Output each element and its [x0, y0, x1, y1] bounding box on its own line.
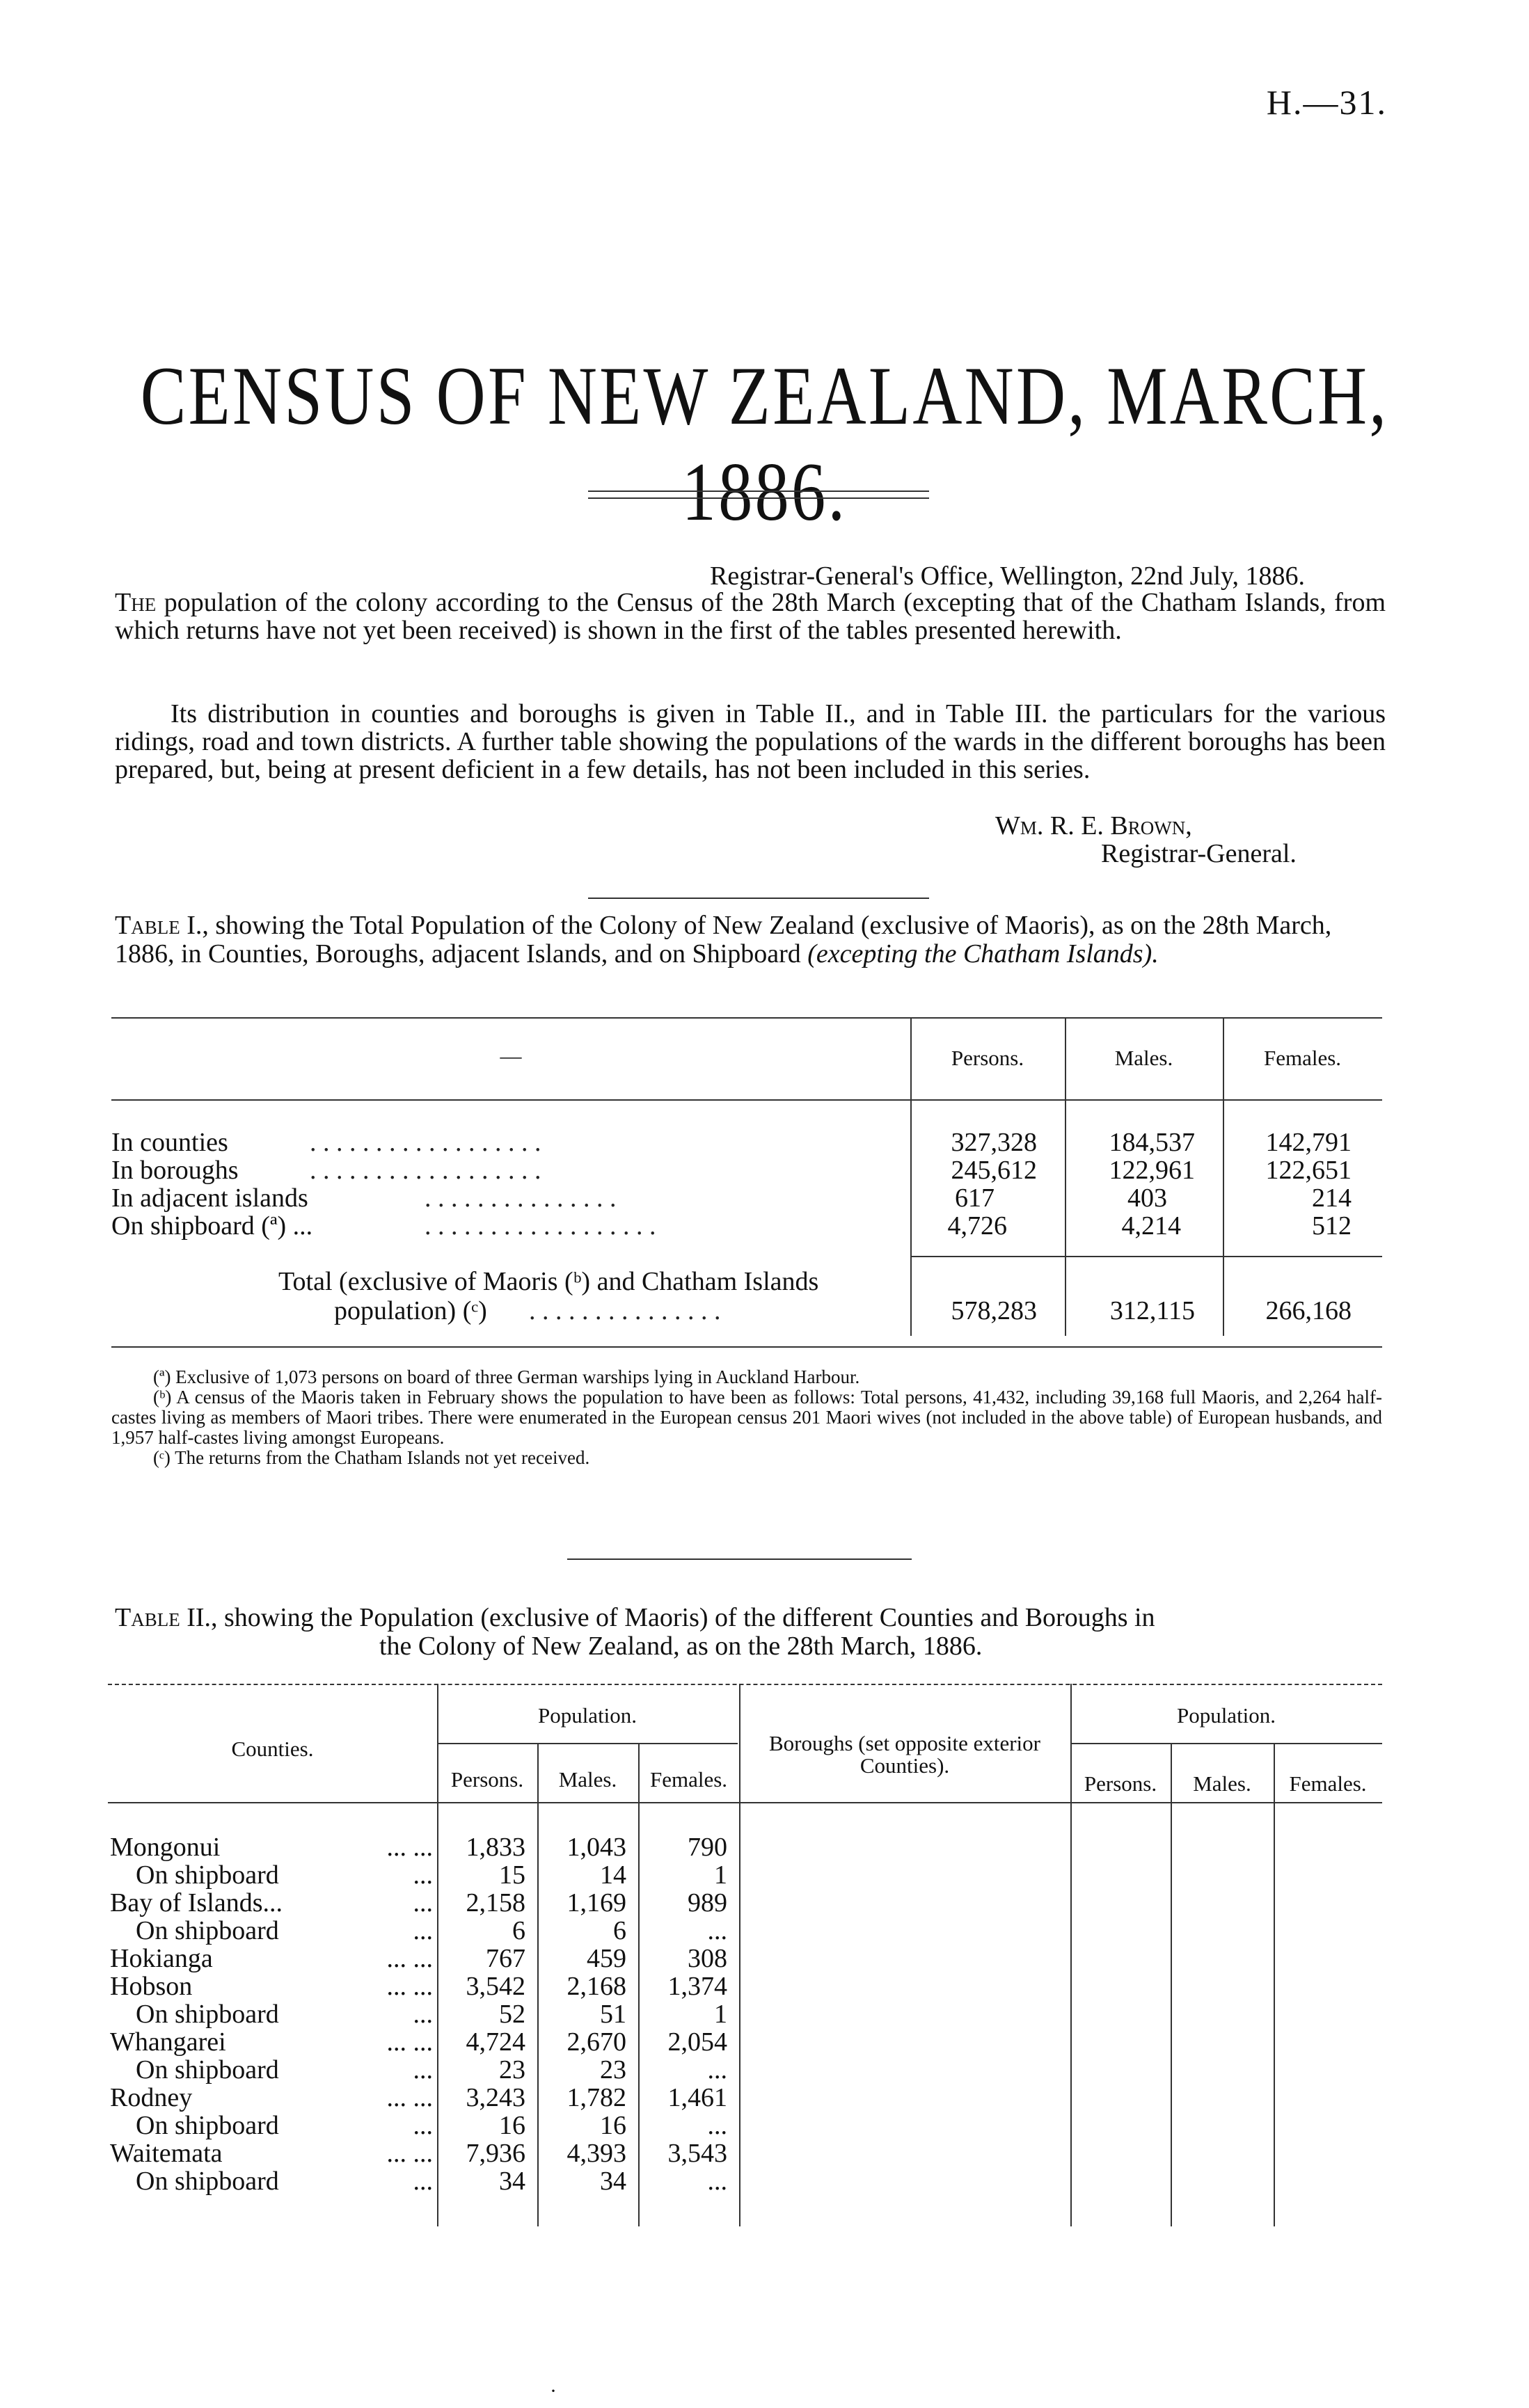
table1-top-rule — [111, 1017, 1382, 1019]
table1-total-persons: 578,283 — [951, 1296, 1037, 1325]
table2-header-population-right: Population. — [1176, 1703, 1276, 1728]
table2-row — [0, 1915, 1529, 1943]
table2-header-males-right: Males. — [1193, 1771, 1251, 1796]
table2-row-females: ... — [707, 1916, 727, 1945]
table2-row-dots: ... ... — [386, 2083, 433, 2112]
table2-row-county: Waitemata — [110, 2139, 223, 2168]
table2-row — [0, 2082, 1529, 2110]
table2-row-county: On shipboard — [136, 1916, 279, 1945]
dateline: Registrar-General's Office, Wellington, 22nd July, 1886. — [710, 561, 1306, 591]
table1-total-label-line2: population) (ᶜ) — [334, 1296, 487, 1325]
title-divider-top — [588, 491, 929, 492]
table2-row-males: 1,169 — [567, 1888, 626, 1917]
table2-row-males: 2,168 — [567, 1972, 626, 2001]
table2-row-persons: 4,724 — [466, 2027, 525, 2057]
table2-row-males: 23 — [600, 2055, 626, 2084]
note-a: (ª) Exclusive of 1,073 persons on board of three German warships lying in Auckland Harbour. — [153, 1366, 860, 1387]
table1-row-persons: 327,328 — [951, 1128, 1037, 1157]
table2-row — [0, 1860, 1529, 1888]
table1-row-label: On shipboard (ª) ... — [111, 1211, 313, 1241]
table2-header-females-right: Females. — [1289, 1771, 1367, 1796]
table2-row-persons: 767 — [486, 1944, 525, 1973]
table1-row-males: 122,961 — [1109, 1156, 1195, 1185]
table1-row-females: 214 — [1312, 1183, 1352, 1213]
table1-bottom-rule — [111, 1346, 1382, 1348]
table2-row-persons: 3,243 — [466, 2083, 525, 2112]
table2-row — [0, 2110, 1529, 2138]
table2-row-county: On shipboard — [136, 2111, 279, 2140]
intro-text: population of the colony according to the Census of the 28th March (excepting that of the Chatham Islands, from which returns have not yet been received) is shown in the first of the tables presented herewith. — [115, 588, 1386, 645]
signature-title: Registrar-General. — [1101, 839, 1297, 868]
table2-row-dots: ... — [413, 1916, 433, 1945]
table1-caption-text: , showing the Total Population of the Colony of New Zealand (exclusive of Maoris), as on the 28th March, 1886, in Counties, Boroughs, adjacent Islands, and on Shipboard — [115, 911, 1332, 968]
table1-header-females: Females. — [1263, 1046, 1342, 1070]
table2-row-females: 3,543 — [667, 2139, 727, 2168]
table2-row — [0, 2027, 1529, 2055]
table2-row-females: ... — [707, 2055, 727, 2084]
table1-notes — [111, 1367, 1382, 1468]
table1-header-persons: Persons. — [951, 1046, 1024, 1070]
table2-row — [0, 1971, 1529, 1999]
intro-lead-word: The — [115, 588, 157, 617]
table2-row-males: 14 — [600, 1860, 626, 1890]
table1-caption-lead: Table I. — [115, 911, 203, 940]
table1-row-males: 184,537 — [1109, 1128, 1195, 1157]
table2-row-dots: ... — [413, 2167, 433, 2196]
table2-row — [0, 1888, 1529, 1915]
table1-row-females: 512 — [1312, 1211, 1352, 1241]
table2-row-persons: 2,158 — [466, 1888, 525, 1917]
table2-row — [0, 1832, 1529, 1860]
table1-total-females: 266,168 — [1265, 1296, 1352, 1325]
table2-population-rule-right — [1072, 1743, 1382, 1744]
table1-total-males: 312,115 — [1109, 1296, 1195, 1325]
table1-header-rule — [111, 1099, 1382, 1101]
table2-header-persons: Persons. — [450, 1767, 524, 1792]
table1-row-label: In adjacent islands — [111, 1183, 308, 1213]
note-c: (ᶜ) The returns from the Chatham Islands not yet received. — [153, 1447, 590, 1468]
section-divider — [588, 898, 929, 899]
table2-header-males: Males. — [558, 1767, 617, 1792]
table1-total-dots: . . . . . . . . . . . . . . . — [529, 1296, 721, 1325]
table2-caption — [115, 1604, 1386, 1661]
table2-row-persons: 52 — [499, 2000, 525, 2029]
table2-row-persons: 23 — [499, 2055, 525, 2084]
table2-row-persons: 3,542 — [466, 1972, 525, 2001]
table2-row-females: 790 — [688, 1833, 727, 1862]
signature-name: Wm. R. E. Brown, — [995, 811, 1192, 840]
table2-row-county: Hokianga — [110, 1944, 213, 1973]
table2-caption-lead: Table II. — [115, 1603, 212, 1632]
table1-total-label-line1: Total (exclusive of Maoris (ᵇ) and Chatham Islands — [278, 1267, 819, 1296]
table2-row-dots: ... ... — [386, 2027, 433, 2057]
table2-row-dots: ... ... — [386, 1833, 433, 1862]
table2-row-females: 2,054 — [667, 2027, 727, 2057]
table1-row-males: 4,214 — [1121, 1211, 1181, 1241]
table2-row-persons: 7,936 — [466, 2139, 525, 2168]
table2-row-dots: ... — [413, 1860, 433, 1890]
table2-row-males: 4,393 — [567, 2139, 626, 2168]
table2-row-county: Whangarei — [110, 2027, 226, 2057]
table2-row-females: 1 — [714, 1860, 727, 1890]
table2-row-females: 1,461 — [667, 2083, 727, 2112]
note-b: (ᵇ) A census of the Maoris taken in February shows the population to have been as follows: Total persons, 41,432, including 39,168 full Maoris, and 2,264 half-castes living as members of Maori tribes. There were enumerated in the European census 201 Maori wives (not included in the above table) of European husbands, and 1,957 half-castes living amongst Europeans. — [111, 1387, 1382, 1448]
intro-paragraph — [115, 589, 1386, 644]
table2-row-females: 308 — [688, 1944, 727, 1973]
table2-header-females: Females. — [649, 1767, 728, 1792]
table1-row-dots: . . . . . . . . . . . . . . . — [425, 1183, 617, 1213]
table1-row-dots: . . . . . . . . . . . . . . . . . . — [425, 1211, 656, 1241]
table1-row-females: 122,651 — [1265, 1156, 1352, 1185]
table2-row — [0, 2166, 1529, 2194]
table1-row-females: 142,791 — [1265, 1128, 1352, 1157]
table2-row-persons: 34 — [499, 2167, 525, 2196]
table2-row-county: On shipboard — [136, 1860, 279, 1890]
section-divider-2 — [567, 1558, 912, 1560]
table1-caption-italic: (excepting the Chatham Islands). — [807, 939, 1159, 968]
table2-row-county: Mongonui — [110, 1833, 221, 1862]
table1-header-males: Males. — [1114, 1046, 1173, 1070]
table2-header-persons-right: Persons. — [1084, 1771, 1157, 1796]
table2-row-males: 6 — [613, 1916, 626, 1945]
table2-row-persons: 6 — [512, 1916, 525, 1945]
table2-row-females: ... — [707, 2167, 727, 2196]
table2-header-boroughs: Boroughs (set opposite exterior Counties). — [768, 1731, 1040, 1778]
table1-row-dots: . . . . . . . . . . . . . . . . . . — [310, 1156, 541, 1185]
table2-row-persons: 16 — [499, 2111, 525, 2140]
table2-row-dots: ... — [413, 1888, 433, 1917]
table2-row-males: 1,782 — [567, 2083, 626, 2112]
table2-row-dots: ... ... — [386, 1972, 433, 2001]
page-reference: H.—31. — [1266, 83, 1387, 122]
table2-header-population: Population. — [537, 1703, 637, 1728]
table2-row-females: ... — [707, 2111, 727, 2140]
table2-row-females: 989 — [688, 1888, 727, 1917]
table2-row-dots: ... — [413, 2000, 433, 2029]
table2-row-males: 2,670 — [567, 2027, 626, 2057]
table2-row-county: Bay of Islands... — [110, 1888, 283, 1917]
table2-caption-line1: , showing the Population (exclusive of Maoris) of the different Counties and Boroughs in — [211, 1603, 1155, 1632]
table1-row-persons: 617 — [955, 1183, 995, 1213]
page-mark: · — [550, 2379, 557, 2402]
table2-row-males: 34 — [600, 2167, 626, 2196]
table2-top-rule — [108, 1684, 1382, 1685]
title-divider-bottom — [588, 497, 929, 499]
table1-row-dots: . . . . . . . . . . . . . . . . . . — [310, 1128, 541, 1157]
table2-row-persons: 1,833 — [466, 1833, 525, 1862]
table2-row-dots: ... ... — [386, 2139, 433, 2168]
table1-row-label: In counties — [111, 1128, 228, 1157]
table2-row — [0, 1943, 1529, 1971]
table2-row-males: 16 — [600, 2111, 626, 2140]
table2-row-dots: ... ... — [386, 1944, 433, 1973]
table2-row-county: On shipboard — [136, 2167, 279, 2196]
distribution-paragraph: Its distribution in counties and boroughs is given in Table II., and in Table III. the particulars for the various ridings, road and town districts. A further table showing the populations of the wards in the different boroughs has been prepared, but, being at present deficient in a few details, has not been included in this series. — [115, 699, 1386, 784]
table1-row-persons: 4,726 — [947, 1211, 1007, 1241]
table2-row — [0, 2138, 1529, 2166]
table2-row-males: 459 — [587, 1944, 626, 1973]
table1-row-label: In boroughs — [111, 1156, 239, 1185]
table1-stub-header: — — [500, 1044, 522, 1068]
table2-caption-line2: the Colony of New Zealand, as on the 28th March, 1886. — [379, 1632, 983, 1661]
table2-row-county: On shipboard — [136, 2055, 279, 2084]
table2-row-males: 51 — [600, 2000, 626, 2029]
table1-row-persons: 245,612 — [951, 1156, 1037, 1185]
table2-row-females: 1 — [714, 2000, 727, 2029]
table2-row — [0, 1999, 1529, 2027]
table2-row-females: 1,374 — [667, 1972, 727, 2001]
table2-row-dots: ... — [413, 2055, 433, 2084]
table2-row — [0, 2055, 1529, 2082]
table2-row-county: Rodney — [110, 2083, 193, 2112]
page-title: CENSUS OF NEW ZEALAND, MARCH, 1886. — [140, 349, 1389, 538]
table2-header-counties: Counties. — [231, 1737, 314, 1761]
table2-row-persons: 15 — [499, 1860, 525, 1890]
table2-row-county: Hobson — [110, 1972, 193, 2001]
table2-header-rule — [108, 1802, 1382, 1803]
table1-caption — [115, 911, 1386, 968]
table2-row-males: 1,043 — [567, 1833, 626, 1862]
table2-row-county: On shipboard — [136, 2000, 279, 2029]
table1-row-males: 403 — [1127, 1183, 1167, 1213]
table1-total-rule — [910, 1256, 1382, 1257]
table2-row-dots: ... — [413, 2111, 433, 2140]
table2-population-rule-left — [437, 1743, 738, 1744]
